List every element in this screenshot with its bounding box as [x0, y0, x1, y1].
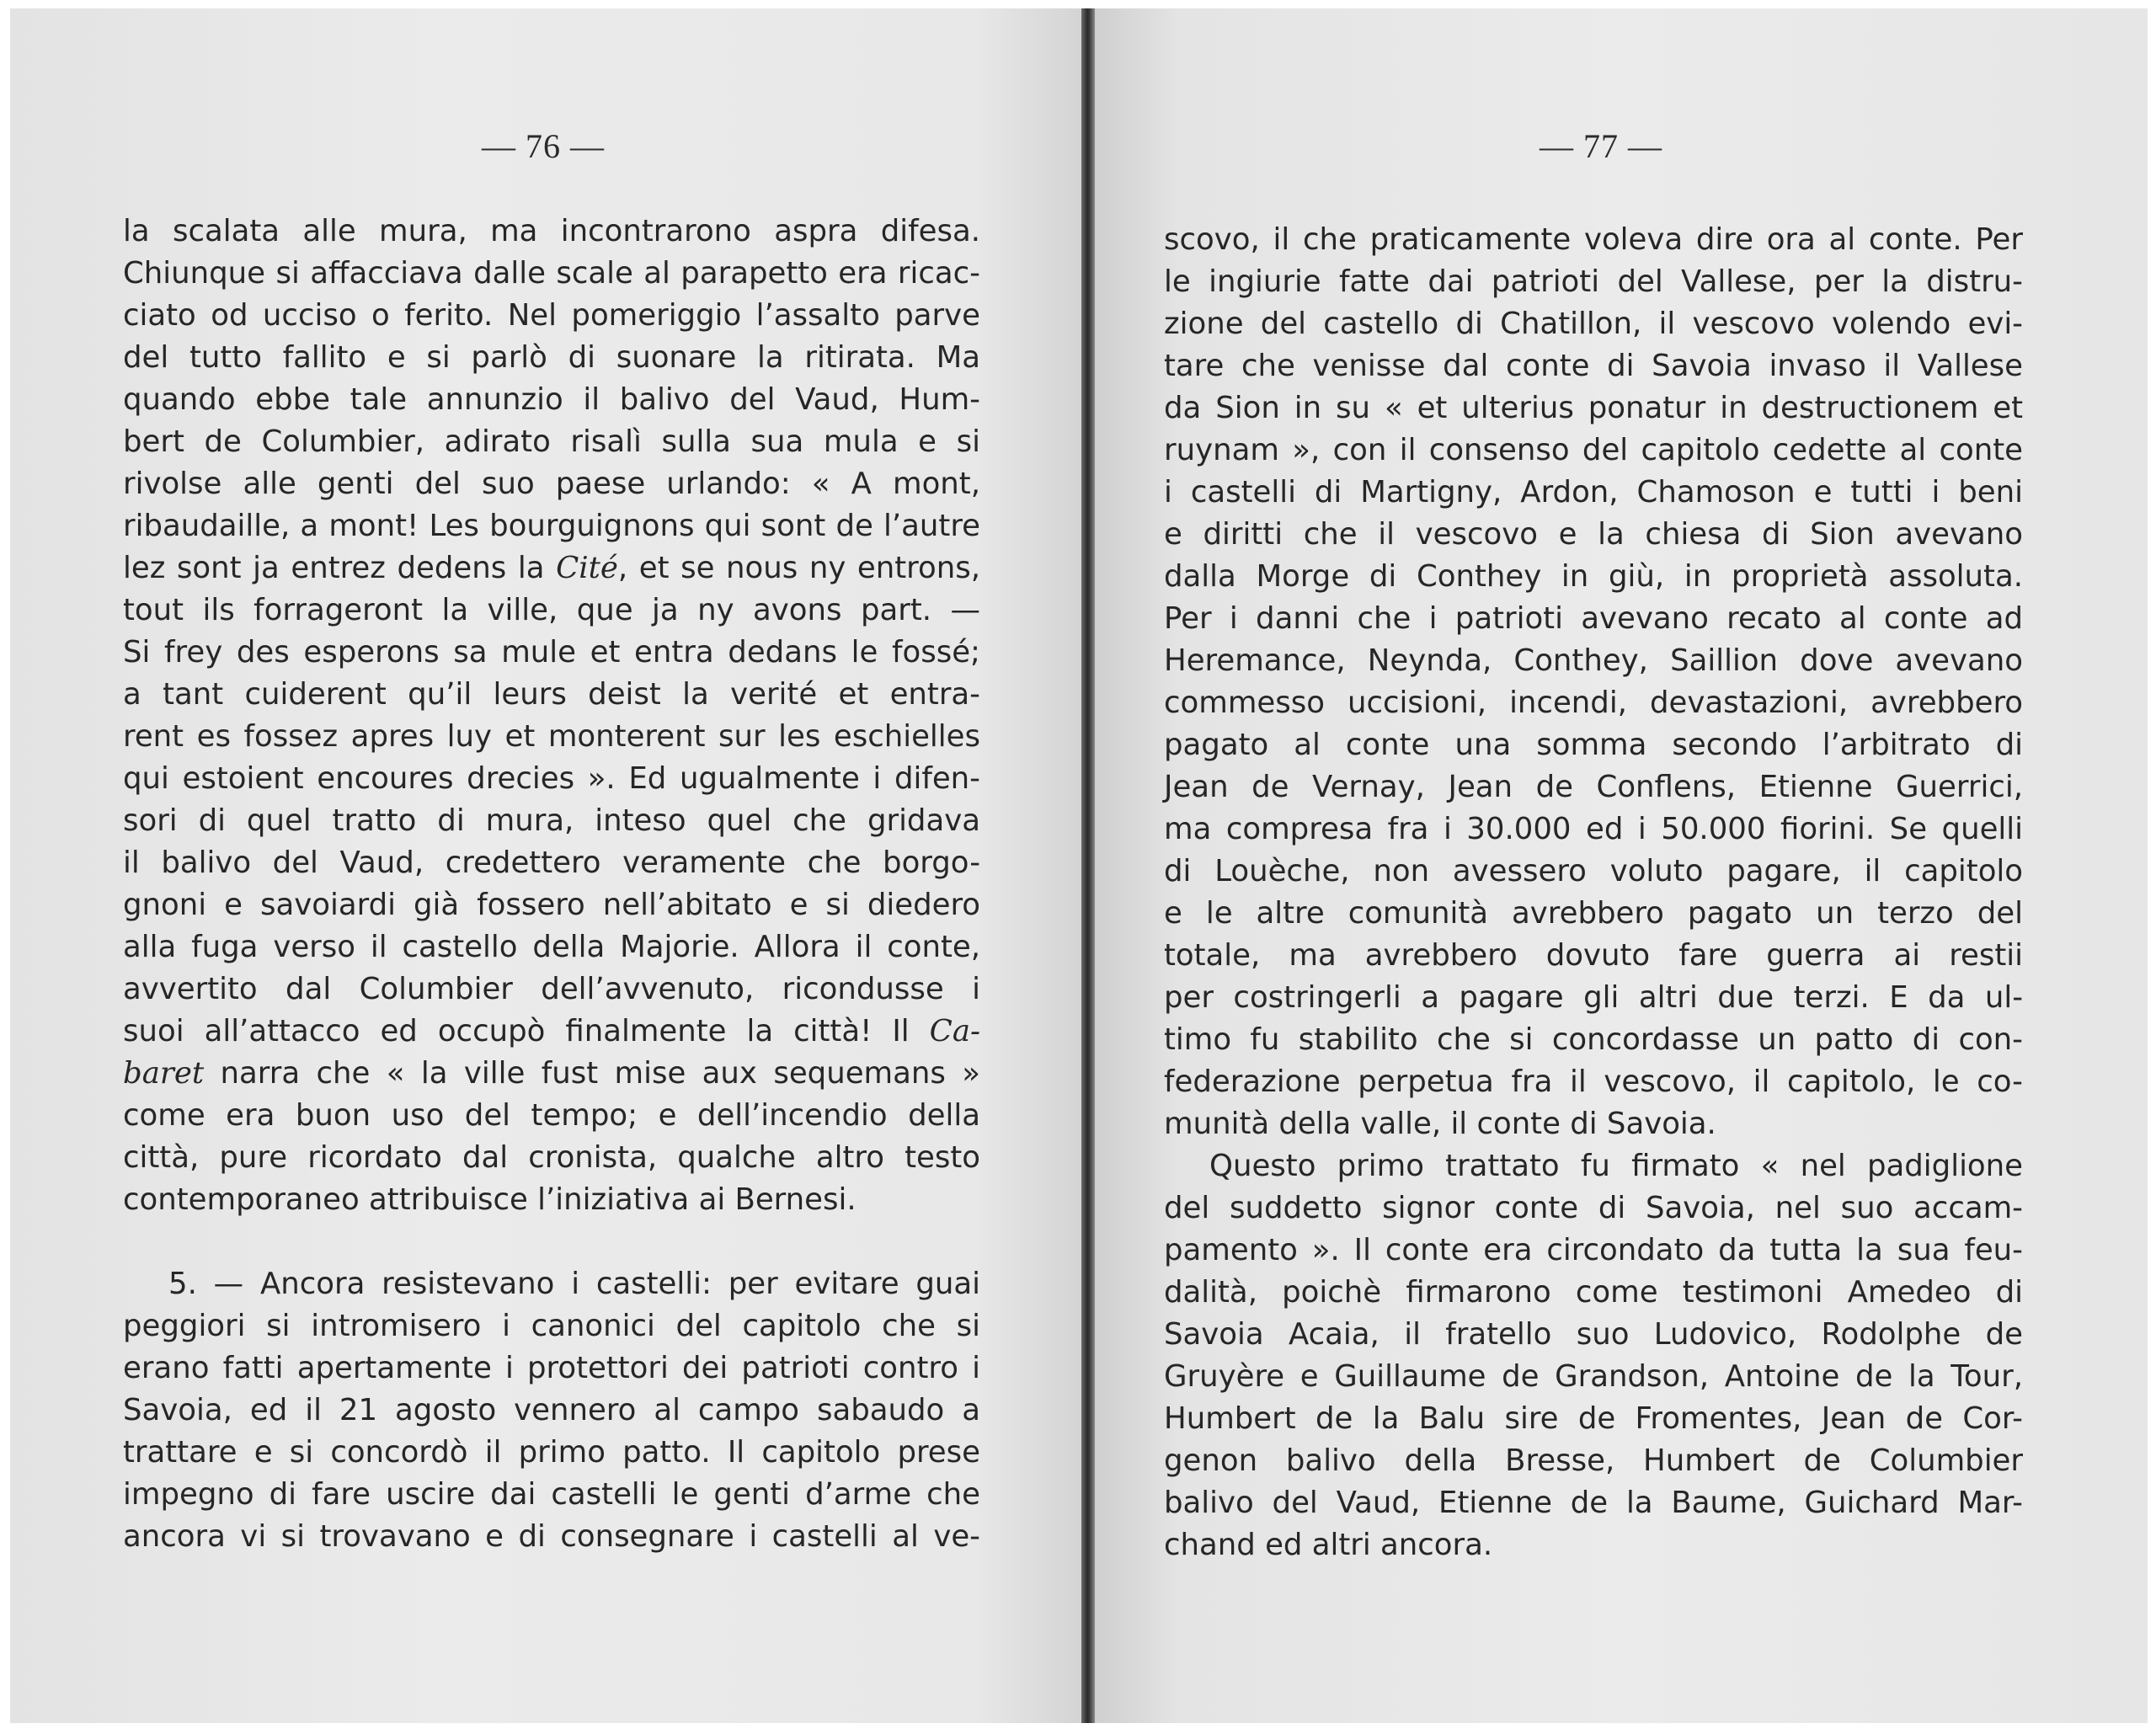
- text-line: Si frey des esperons sa mule et entra dedans le fossé;: [123, 635, 980, 670]
- text-line: alla fuga verso il castello della Majorie. Allora il conte,: [123, 930, 980, 964]
- text-line: totale, ma avrebbero dovuto fare guerra ai restii: [1164, 938, 2023, 973]
- text-line: per costringerli a pagare gli altri due terzi. E da ul-: [1164, 980, 2023, 1015]
- text-line: Jean de Vernay, Jean de Conflens, Etienne Guerrici,: [1164, 770, 2023, 804]
- text-line: peggiori si intromisero i canonici del capitolo che si: [123, 1309, 980, 1343]
- paragraph-gap: [123, 1221, 980, 1263]
- text-line: timo fu stabilito che si concordasse un patto di con-: [1164, 1022, 2023, 1057]
- text-line: avvertito dal Columbier dell’avvenuto, ricondusse i: [123, 972, 980, 1006]
- text-line: la scalata alle mura, ma incontrarono aspra difesa.: [123, 214, 980, 248]
- left-page: [10, 8, 1081, 1723]
- text-line: pamento ». Il conte era circondato da tutta la sua feu-: [1164, 1233, 2023, 1267]
- text-line: zione del castello di Chatillon, il vescovo volendo evi-: [1164, 307, 2023, 341]
- text-line: erano fatti apertamente i protettori dei patrioti contro i: [123, 1351, 980, 1385]
- text-line: ancora vi si trovavano e di consegnare i castelli al ve-: [123, 1519, 980, 1554]
- text-line: Savoia, ed il 21 agosto vennero al campo sabaudo a: [123, 1393, 980, 1427]
- page-number: — 76 —: [482, 127, 605, 165]
- text-segment: narra che « la ville fust mise aux sequemans »: [204, 1056, 980, 1091]
- text-line: e diritti che il vescovo e la chiesa di Sion avevano: [1164, 517, 2023, 552]
- text-line: città, pure ricordato dal cronista, qualche altro testo: [123, 1140, 980, 1175]
- text-line: del tutto fallito e si parlò di suonare la ritirata. Ma: [123, 340, 980, 375]
- text-line: come era buon uso del tempo; e dell’incendio della: [123, 1098, 980, 1133]
- text-line: impegno di fare uscire dai castelli le genti d’arme che: [123, 1477, 980, 1512]
- text-line: e le altre comunità avrebbero pagato un terzo del: [1164, 896, 2023, 931]
- text-line: qui estoient encoures drecies ». Ed ugualmente i difen-: [123, 761, 980, 796]
- text-line: ribaudaille, a mont! Les bourguignons qui sont de l’autre: [123, 509, 980, 543]
- section-heading-line: 5. — Ancora resistevano i castelli: per evitare guai: [168, 1267, 980, 1301]
- paragraph-first-line: Questo primo trattato fu firmato « nel padiglione: [1209, 1149, 2023, 1183]
- text-line: gnoni e savoiardi già fossero nell’abitato e si diedero: [123, 888, 980, 922]
- text-line: da Sion in su « et ulterius ponatur in destructionem et: [1164, 391, 2023, 425]
- text-line: dalità, poichè firmarono come testimoni Amedeo di: [1164, 1275, 2023, 1310]
- text-line: Chiunque si affacciava dalle scale al parapetto era ricac-: [123, 256, 980, 291]
- right-page: [1095, 8, 2148, 1723]
- italic-word: Cité: [556, 551, 618, 585]
- text-line: Savoia Acaia, il fratello suo Ludovico, Rodolphe de: [1164, 1317, 2023, 1352]
- page-number: — 77 —: [1540, 127, 1662, 165]
- text-line: genon balivo della Bresse, Humbert de Columbier: [1164, 1443, 2023, 1478]
- text-line: Heremance, Neynda, Conthey, Saillion dove avevano: [1164, 643, 2023, 678]
- text-segment: , et se nous ny entrons,: [617, 551, 980, 585]
- text-line: contemporaneo attribuisce l’iniziativa ai Bernesi.: [123, 1182, 857, 1217]
- italic-word: baret: [123, 1056, 205, 1091]
- text-line: il balivo del Vaud, credettero veramente che borgo-: [123, 846, 980, 880]
- text-line: scovo, il che praticamente voleva dire ora al conte. Per: [1164, 222, 2023, 257]
- text-segment: lez sont ja entrez dedens la: [123, 551, 557, 585]
- text-line: le ingiurie fatte dai patrioti del Vallese, per la distru-: [1164, 264, 2023, 299]
- text-line: trattare e si concordò il primo patto. Il capitolo prese: [123, 1435, 980, 1470]
- text-line: tare che venisse dal conte di Savoia invaso il Vallese: [1164, 349, 2023, 383]
- text-line: Gruyère e Guillaume de Grandson, Antoine de la Tour,: [1164, 1359, 2023, 1394]
- text-line: sori di quel tratto di mura, inteso quel che gridava: [123, 803, 980, 838]
- text-line: [123, 1053, 980, 1095]
- text-line: Humbert de la Balu sire de Fromentes, Jean de Cor-: [1164, 1401, 2023, 1436]
- text-line: ciato od ucciso o ferito. Nel pomeriggio l’assalto parve: [123, 298, 980, 333]
- text-line: [123, 1011, 980, 1053]
- text-line: rent es fossez apres luy et monterent sur les eschielles: [123, 719, 980, 754]
- text-segment: suoi all’attacco ed occupò finalmente la città! Il: [123, 1014, 930, 1048]
- text-line: del suddetto signor conte di Savoia, nel suo accam-: [1164, 1191, 2023, 1225]
- text-line: quando ebbe tale annunzio il balivo del Vaud, Hum-: [123, 382, 980, 417]
- text-line: ma compresa fra i 30.000 ed i 50.000 fiorini. Se quelli: [1164, 812, 2023, 846]
- text-line: munità della valle, il conte di Savoia.: [1164, 1107, 1716, 1141]
- text-line: commesso uccisioni, incendi, devastazioni, avrebbero: [1164, 686, 2023, 720]
- text-line: a tant cuiderent qu’il leurs deist la verité et entra-: [123, 677, 980, 712]
- text-line: dalla Morge di Conthey in giù, in proprietà assoluta.: [1164, 559, 2023, 594]
- text-line: ruynam », con il consenso del capitolo cedette al conte: [1164, 433, 2023, 467]
- book-spread: [10, 8, 2148, 1723]
- text-line: bert de Columbier, adirato risalì sulla sua mula e si: [123, 424, 980, 459]
- text-line: federazione perpetua fra il vescovo, il capitolo, le co-: [1164, 1064, 2023, 1099]
- text-line: chand ed altri ancora.: [1164, 1528, 1493, 1562]
- text-line: rivolse alle genti del suo paese urlando: « A mont,: [123, 467, 980, 501]
- italic-word: Ca-: [929, 1014, 980, 1048]
- text-line: [123, 547, 980, 590]
- text-line: i castelli di Martigny, Ardon, Chamoson e tutti i beni: [1164, 475, 2023, 510]
- text-line: pagato al conte una somma secondo l’arbitrato di: [1164, 728, 2023, 762]
- text-line: tout ils forrageront la ville, que ja ny avons part. —: [123, 593, 980, 627]
- book-gutter: [1081, 8, 1095, 1723]
- left-page-text: [123, 211, 980, 1558]
- text-line: Per i danni che i patrioti avevano recato al conte ad: [1164, 601, 2023, 636]
- text-line: di Louèche, non avessero voluto pagare, il capitolo: [1164, 854, 2023, 888]
- text-line: balivo del Vaud, Etienne de la Baume, Guichard Mar-: [1164, 1486, 2023, 1520]
- right-page-text: [1164, 219, 2023, 1566]
